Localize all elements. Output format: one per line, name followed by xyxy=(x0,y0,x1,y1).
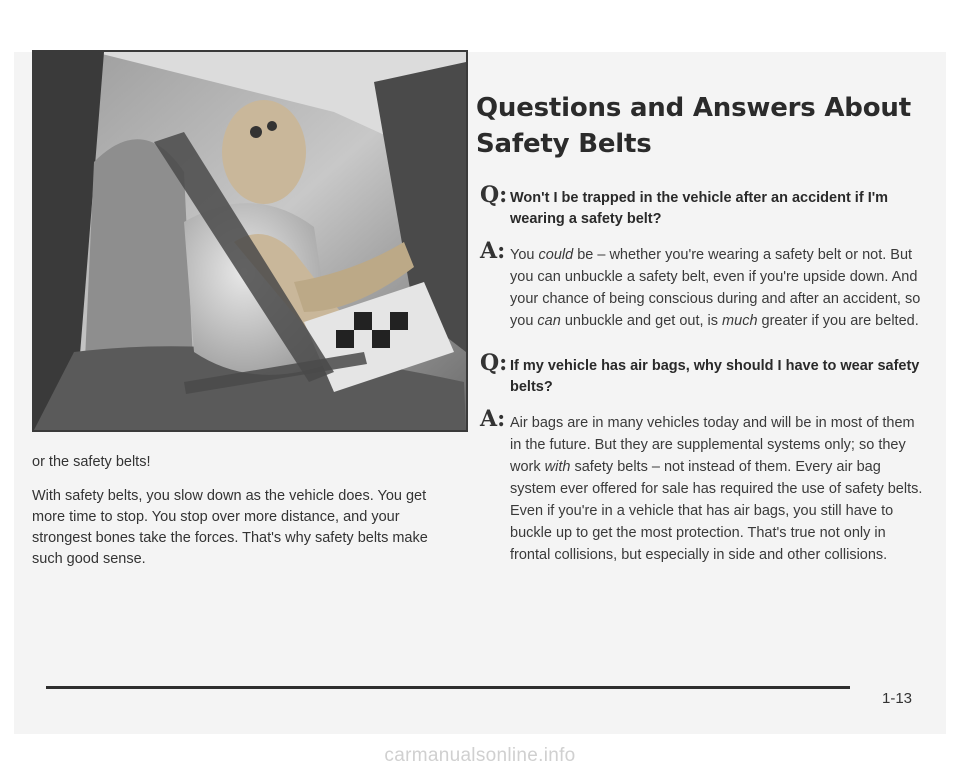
answer-segment: be – whether you're wearing a safety belt or not. But you can unbuckle a safety belt, even if you're upside down. And your chance of being conscious during and after an accident, so you xyxy=(510,247,921,329)
answer-1 xyxy=(476,238,926,332)
answer-segment: You xyxy=(510,247,539,263)
caption-line-1: or the safety belts! xyxy=(32,454,151,470)
a-mark: A: xyxy=(480,406,506,432)
section-title: Questions and Answers About Safety Belts xyxy=(476,93,911,159)
question-text: If my vehicle has air bags, why should I have to wear safety belts? xyxy=(510,358,920,395)
qa-section xyxy=(476,90,926,566)
answer-2 xyxy=(476,406,926,566)
answer-emphasis: with xyxy=(544,459,571,475)
question-2 xyxy=(476,350,926,398)
answer-emphasis: can xyxy=(537,313,561,329)
answer-segment: unbuckle and get out, is xyxy=(560,313,723,329)
answer-text xyxy=(510,244,926,332)
question-text: Won't I be trapped in the vehicle after an accident if I'm wearing a safety belt? xyxy=(510,190,889,227)
page-number: 1-13 xyxy=(882,690,913,707)
photo-caption xyxy=(32,452,462,583)
caption-paragraph: With safety belts, you slow down as the vehicle does. You get more time to stop. You stop over more distance, and your strongest bones take the forces. That's why safety belts make such good sense. xyxy=(32,488,428,567)
answer-emphasis: much xyxy=(722,313,758,329)
answer-segment: safety belts – not instead of them. Every air bag system ever offered for sale has required the use of safety belts. Even if you're in a vehicle that has air bags, you still have to buckle up to get the most protection. That's true not only in frontal collisions, but especially in side and other collisions. xyxy=(510,459,923,563)
answer-segment: greater if you are belted. xyxy=(757,313,919,329)
q-mark: Q: xyxy=(480,350,508,376)
a-mark: A: xyxy=(480,238,506,264)
crash-test-dummy-photo xyxy=(32,50,468,432)
q-mark: Q: xyxy=(480,182,508,208)
answer-emphasis: could xyxy=(538,247,574,263)
answer-text xyxy=(510,412,926,566)
crash-test-dummy-illustration xyxy=(34,52,466,430)
watermark: carmanualsonline.info xyxy=(384,745,576,766)
question-1 xyxy=(476,182,926,230)
footer-rule xyxy=(46,686,850,689)
answer-segment: Air bags are in many vehicles today and will be in most of them in the future. But they are supplemental systems only; so they work xyxy=(510,415,915,475)
